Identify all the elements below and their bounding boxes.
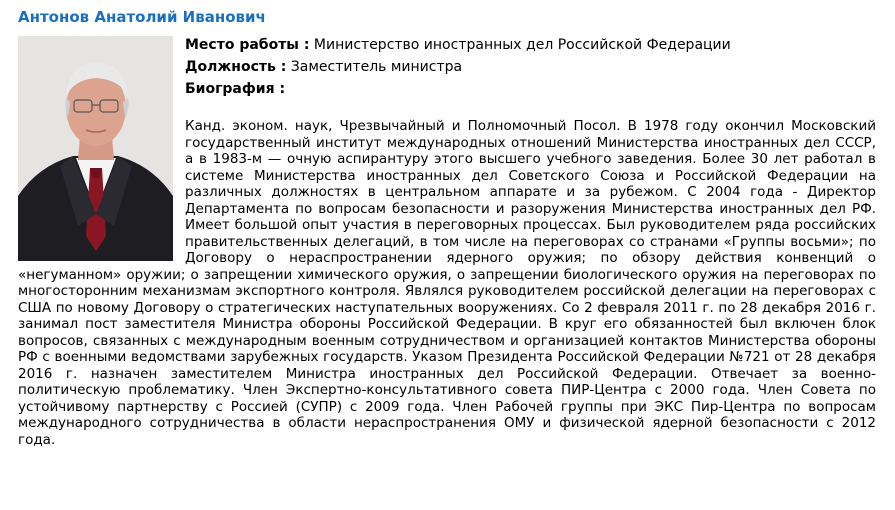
workplace-value: Министерство иностранных дел Российской Федерации (313, 37, 731, 53)
person-name: Антонов Анатолий Иванович (18, 8, 266, 26)
workplace-label: Место работы : (185, 37, 310, 53)
biography-text: Канд. эконом. наук, Чрезвычайный и Полномочный Посол. В 1978 году окончил Московский государственный институт международных отношений Министерства иностранных дел СССР, а в 1983-м — очную аспирантуру этого высшего учебного заведения. Более 30 лет работал в системе Министерства иностранных дел Советского Союза и Российской Федерации на различных должностях в центральном аппарате и за рубежом. С 2004 года - Директор Департамента по вопросам безопасности и разоружения Министерства иностранных дел РФ. Имеет большой опыт участия в переговорных процессах. Был руководителем ряда российских правительственных делегаций, в том числе на переговорах со странами «Группы восьми»; по Договору о нераспространении ядерного оружия; по обзору действия конвенций о «негуманном» оружии; о запрещении химического оружия, о запрещении биологического оружия на переговорах по многосторонним механизмам экспортного контроля. Являлся руководителем российской делегации на переговорах с США по новому Договору о стратегических наступательных вооружениях. Со 2 февраля 2011 г. по 28 декабря 2016 г. занимал пост заместителя Министра обороны Российской Федерации. В круг его обязанностей был включен блок вопросов, связанных с международным военным сотрудничеством и организацией контактов Министерства обороны РФ с военными ведомствами зарубежных государств. Указом Президента Российской Федерации №721 от 28 декабря 2016 г. назначен заместителем Министра иностранных дел Российской Федерации. Отвечает за военно-политическую проблематику. Член Экспертно-консультативного совета ПИР-Центра с 2000 года. Член Совета по устойчивому партнерству с Россией (СУПР) с 2009 года. Член Рабочей группы при ЭКС Пир-Центра по вопросам международного сотрудничества в области нераспространения ОМУ и физической ядерной безопасности с 2012 года. (18, 118, 876, 448)
position-value: Заместитель министра (290, 59, 463, 75)
position-label: Должность : (185, 59, 287, 75)
portrait-photo (18, 36, 173, 261)
biography-label: Биография : (185, 81, 286, 97)
profile-content (18, 36, 876, 448)
